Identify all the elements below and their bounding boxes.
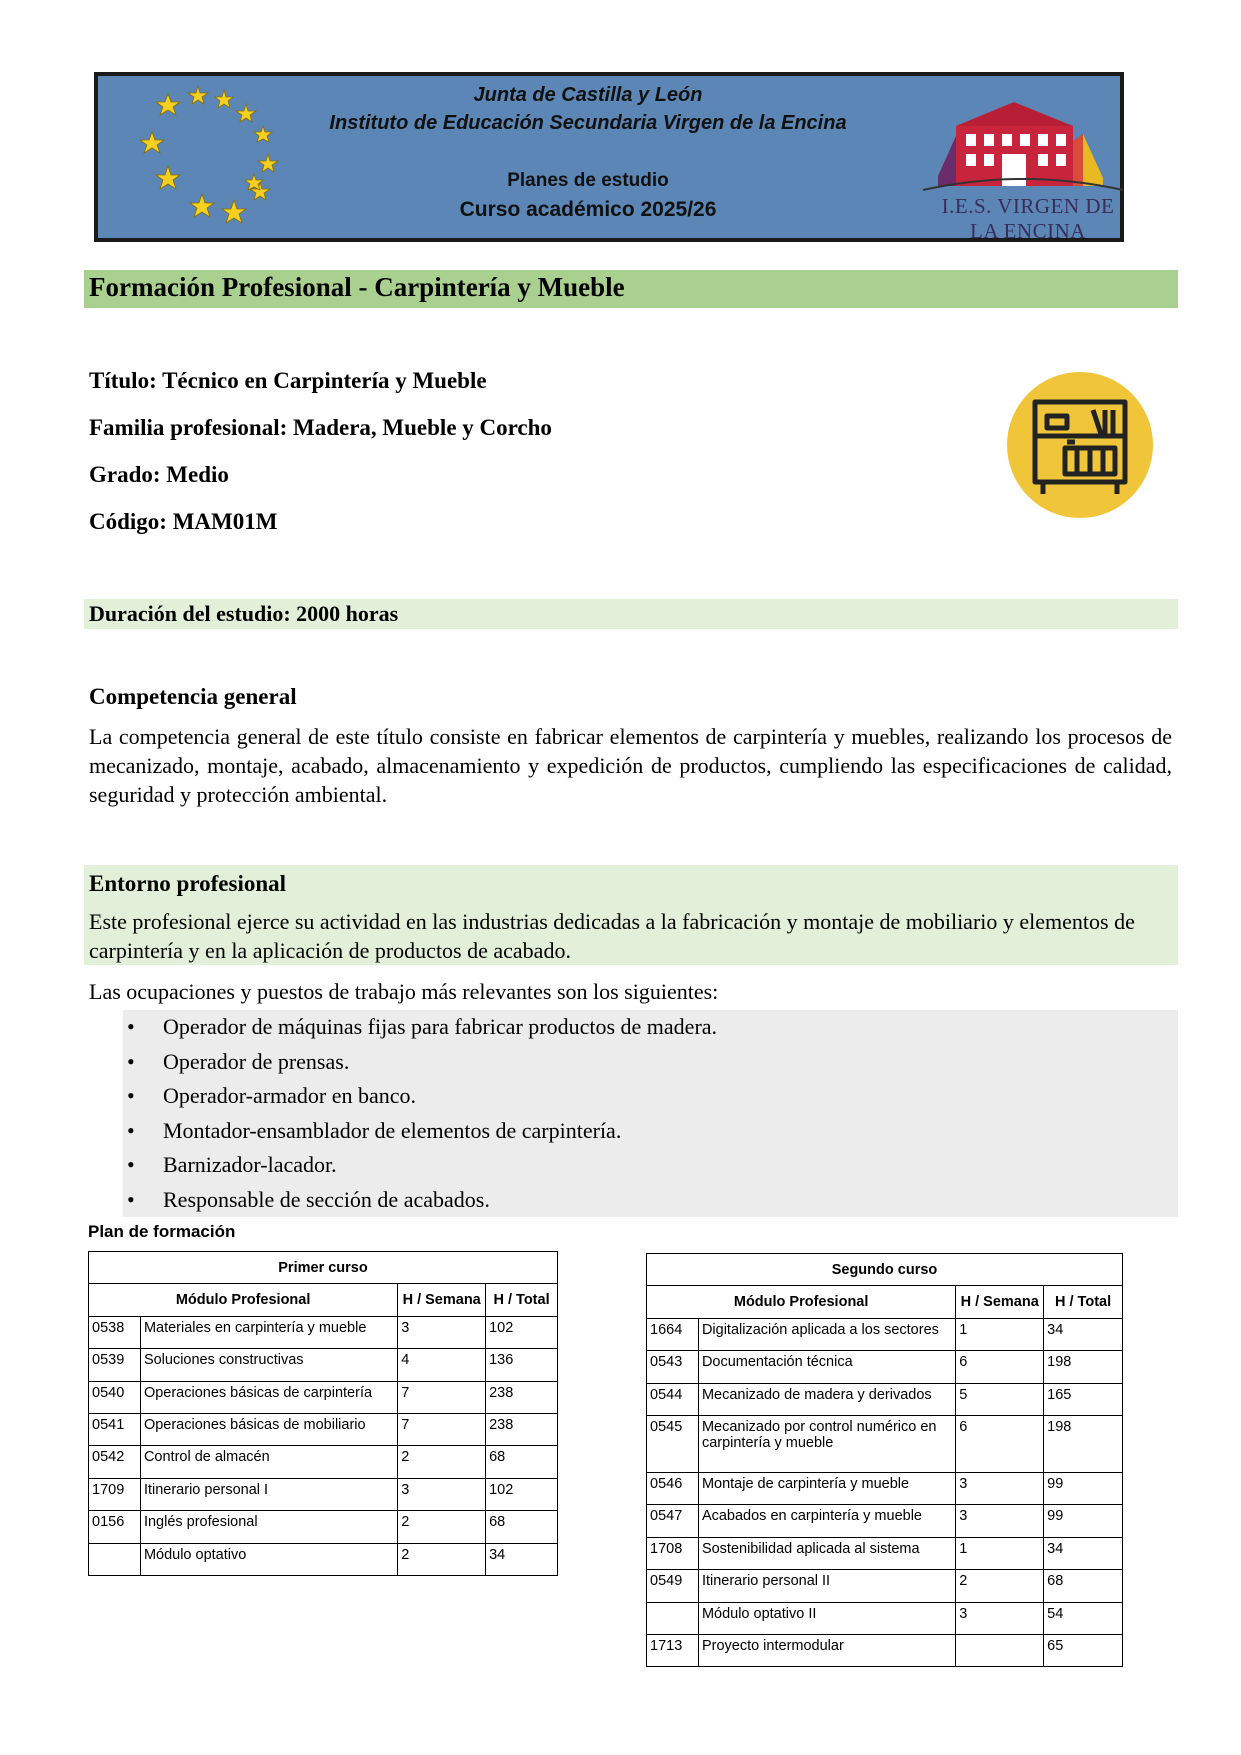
- module-hours-week: 2: [398, 1543, 486, 1575]
- col-modulo-header: Módulo Profesional: [647, 1286, 956, 1318]
- col-modulo-header: Módulo Profesional: [89, 1284, 398, 1316]
- bullet-icon: •: [127, 1152, 135, 1177]
- entorno-heading: Entorno profesional: [89, 871, 287, 896]
- module-name: Control de almacén: [140, 1446, 397, 1478]
- col-hsemana-header: H / Semana: [956, 1286, 1044, 1318]
- table-title: Segundo curso: [647, 1254, 1123, 1286]
- table-row: [647, 1383, 1123, 1415]
- table-row: [89, 1413, 558, 1445]
- module-hours-week: 3: [398, 1478, 486, 1510]
- module-hours-week: [956, 1634, 1044, 1666]
- module-code: 0540: [89, 1381, 141, 1413]
- info-familia: Familia profesional: Madera, Mueble y Corcho: [89, 415, 552, 440]
- module-hours-total: 65: [1044, 1634, 1123, 1666]
- module-code: 0546: [647, 1472, 699, 1504]
- table-title-row: [89, 1252, 558, 1284]
- module-hours-week: 3: [956, 1602, 1044, 1634]
- module-name: Operaciones básicas de carpintería: [140, 1381, 397, 1413]
- module-code: 1709: [89, 1478, 141, 1510]
- module-hours-total: 68: [486, 1446, 558, 1478]
- module-hours-total: 238: [486, 1413, 558, 1445]
- list-item: • Barnizador-lacador.: [123, 1148, 1178, 1183]
- module-hours-week: 3: [398, 1316, 486, 1348]
- module-hours-week: 2: [398, 1511, 486, 1543]
- module-hours-week: 1: [956, 1537, 1044, 1569]
- module-hours-total: 102: [486, 1478, 558, 1510]
- header-banner: [94, 72, 1124, 242]
- module-hours-week: 4: [398, 1349, 486, 1381]
- module-hours-total: 68: [1044, 1570, 1123, 1602]
- list-item: • Operador-armador en banco.: [123, 1079, 1178, 1114]
- school-logo-text: I.E.S. VIRGEN DE LA ENCINA: [941, 194, 1115, 243]
- header-line-instituto: Instituto de Educación Secundaria Virgen de la Encina: [329, 112, 847, 134]
- module-hours-total: 198: [1044, 1415, 1123, 1472]
- table-row: [647, 1318, 1123, 1350]
- table-row: [647, 1415, 1123, 1472]
- module-name: Itinerario personal II: [698, 1570, 955, 1602]
- list-item: • Operador de máquinas fijas para fabricar productos de madera.: [123, 1010, 1178, 1045]
- col-htotal-header: H / Total: [1044, 1286, 1123, 1318]
- table-header-row: [647, 1286, 1123, 1318]
- header-line-planes: Planes de estudio: [507, 170, 669, 191]
- header-line-junta: Junta de Castilla y León: [473, 84, 703, 106]
- module-hours-total: 34: [1044, 1537, 1123, 1569]
- module-hours-total: 99: [1044, 1505, 1123, 1537]
- table-row: [647, 1570, 1123, 1602]
- module-name: Operaciones básicas de mobiliario: [140, 1413, 397, 1445]
- module-code: 0547: [647, 1505, 699, 1537]
- ocupaciones-intro: Las ocupaciones y puestos de trabajo más relevantes son los siguientes:: [89, 979, 719, 1004]
- module-hours-total: 34: [1044, 1318, 1123, 1350]
- list-item: • Responsable de sección de acabados.: [123, 1183, 1178, 1218]
- module-hours-total: 136: [486, 1349, 558, 1381]
- module-name: Mecanizado por control numérico en carpintería y mueble: [698, 1415, 955, 1472]
- list-item: • Montador-ensamblador de elementos de carpintería.: [123, 1114, 1178, 1149]
- list-item: • Operador de prensas.: [123, 1045, 1178, 1080]
- module-hours-total: 54: [1044, 1602, 1123, 1634]
- module-hours-total: 99: [1044, 1472, 1123, 1504]
- module-name: Digitalización aplicada a los sectores: [698, 1318, 955, 1350]
- module-hours-week: 5: [956, 1383, 1044, 1415]
- info-codigo: Código: MAM01M: [89, 509, 278, 534]
- bullet-icon: •: [127, 1048, 135, 1074]
- ocupaciones-list: [123, 1010, 1178, 1217]
- module-hours-week: 6: [956, 1351, 1044, 1383]
- table-row: [89, 1478, 558, 1510]
- table-row: [647, 1505, 1123, 1537]
- col-hsemana-header: H / Semana: [398, 1284, 486, 1316]
- module-code: 1664: [647, 1318, 699, 1350]
- module-code: 0549: [647, 1570, 699, 1602]
- module-code: 0539: [89, 1349, 141, 1381]
- module-hours-week: 1: [956, 1318, 1044, 1350]
- module-hours-week: 7: [398, 1413, 486, 1445]
- table-row: [89, 1381, 558, 1413]
- table-header-row: [89, 1284, 558, 1316]
- entorno-section: [84, 865, 1178, 965]
- module-name: Documentación técnica: [698, 1351, 955, 1383]
- table-row: [89, 1446, 558, 1478]
- module-name: Proyecto intermodular: [698, 1634, 955, 1666]
- module-hours-total: 238: [486, 1381, 558, 1413]
- duracion-bar: Duración del estudio: 2000 horas: [84, 599, 1178, 629]
- table-row: [647, 1537, 1123, 1569]
- table-row: [89, 1543, 558, 1575]
- module-hours-week: 2: [398, 1446, 486, 1478]
- module-name: Itinerario personal I: [140, 1478, 397, 1510]
- module-name: Sostenibilidad aplicada al sistema: [698, 1537, 955, 1569]
- module-code: 1713: [647, 1634, 699, 1666]
- module-code: 0544: [647, 1383, 699, 1415]
- module-hours-week: 2: [956, 1570, 1044, 1602]
- module-code: 0545: [647, 1415, 699, 1472]
- module-hours-week: 3: [956, 1505, 1044, 1537]
- module-name: Montaje de carpintería y mueble: [698, 1472, 955, 1504]
- table-row: [647, 1634, 1123, 1666]
- table-row: [89, 1511, 558, 1543]
- table-row: [647, 1472, 1123, 1504]
- module-code: 0538: [89, 1316, 141, 1348]
- module-name: Materiales en carpintería y mueble: [140, 1316, 397, 1348]
- module-hours-total: 198: [1044, 1351, 1123, 1383]
- module-name: Acabados en carpintería y mueble: [698, 1505, 955, 1537]
- eu-stars-icon: [128, 82, 288, 232]
- info-grado: Grado: Medio: [89, 462, 229, 487]
- module-hours-total: 68: [486, 1511, 558, 1543]
- bullet-icon: •: [127, 1083, 135, 1108]
- module-code: [647, 1602, 699, 1634]
- furniture-shelf-icon: [1005, 370, 1155, 520]
- module-hours-total: 34: [486, 1543, 558, 1575]
- info-titulo: Título: Técnico en Carpintería y Mueble: [89, 368, 487, 393]
- module-code: 1708: [647, 1537, 699, 1569]
- module-hours-total: 165: [1044, 1383, 1123, 1415]
- entorno-text: Este profesional ejerce su actividad en las industrias dedicadas a la fabricación y montaje de mobiliario y elementos de carpintería y en la aplicación de productos de acabado.: [89, 909, 1135, 963]
- module-name: Módulo optativo II: [698, 1602, 955, 1634]
- col-htotal-header: H / Total: [486, 1284, 558, 1316]
- competencia-text: La competencia general de este título consiste en fabricar elementos de carpintería y muebles, realizando los procesos de mecanizado, montaje, acabado, almacenamiento y expedición de productos, cumpliendo las especificaciones de calidad, seguridad y protección ambiental.: [89, 724, 1172, 807]
- bullet-icon: •: [127, 1186, 135, 1212]
- module-code: 0156: [89, 1511, 141, 1543]
- table-title: Primer curso: [89, 1252, 558, 1284]
- module-code: 0541: [89, 1413, 141, 1445]
- bullet-icon: •: [127, 1117, 135, 1143]
- table-row: [89, 1316, 558, 1348]
- table-row: [647, 1602, 1123, 1634]
- module-hours-week: 6: [956, 1415, 1044, 1472]
- module-code: [89, 1543, 141, 1575]
- module-hours-week: 7: [398, 1381, 486, 1413]
- table-row: [647, 1351, 1123, 1383]
- module-code: 0543: [647, 1351, 699, 1383]
- primer-curso-table: [88, 1251, 558, 1576]
- bullet-icon: •: [127, 1014, 135, 1039]
- table-row: [89, 1349, 558, 1381]
- module-name: Soluciones constructivas: [140, 1349, 397, 1381]
- page-title: Formación Profesional - Carpintería y Mueble: [84, 270, 1178, 308]
- header-line-curso: Curso académico 2025/26: [459, 198, 717, 221]
- module-code: 0542: [89, 1446, 141, 1478]
- module-name: Mecanizado de madera y derivados: [698, 1383, 955, 1415]
- segundo-curso-table: [646, 1253, 1123, 1667]
- plan-heading: Plan de formación: [88, 1222, 236, 1241]
- table-title-row: [647, 1254, 1123, 1286]
- module-hours-total: 102: [486, 1316, 558, 1348]
- module-name: Inglés profesional: [140, 1511, 397, 1543]
- module-hours-week: 3: [956, 1472, 1044, 1504]
- competencia-heading: Competencia general: [89, 684, 297, 709]
- module-name: Módulo optativo: [140, 1543, 397, 1575]
